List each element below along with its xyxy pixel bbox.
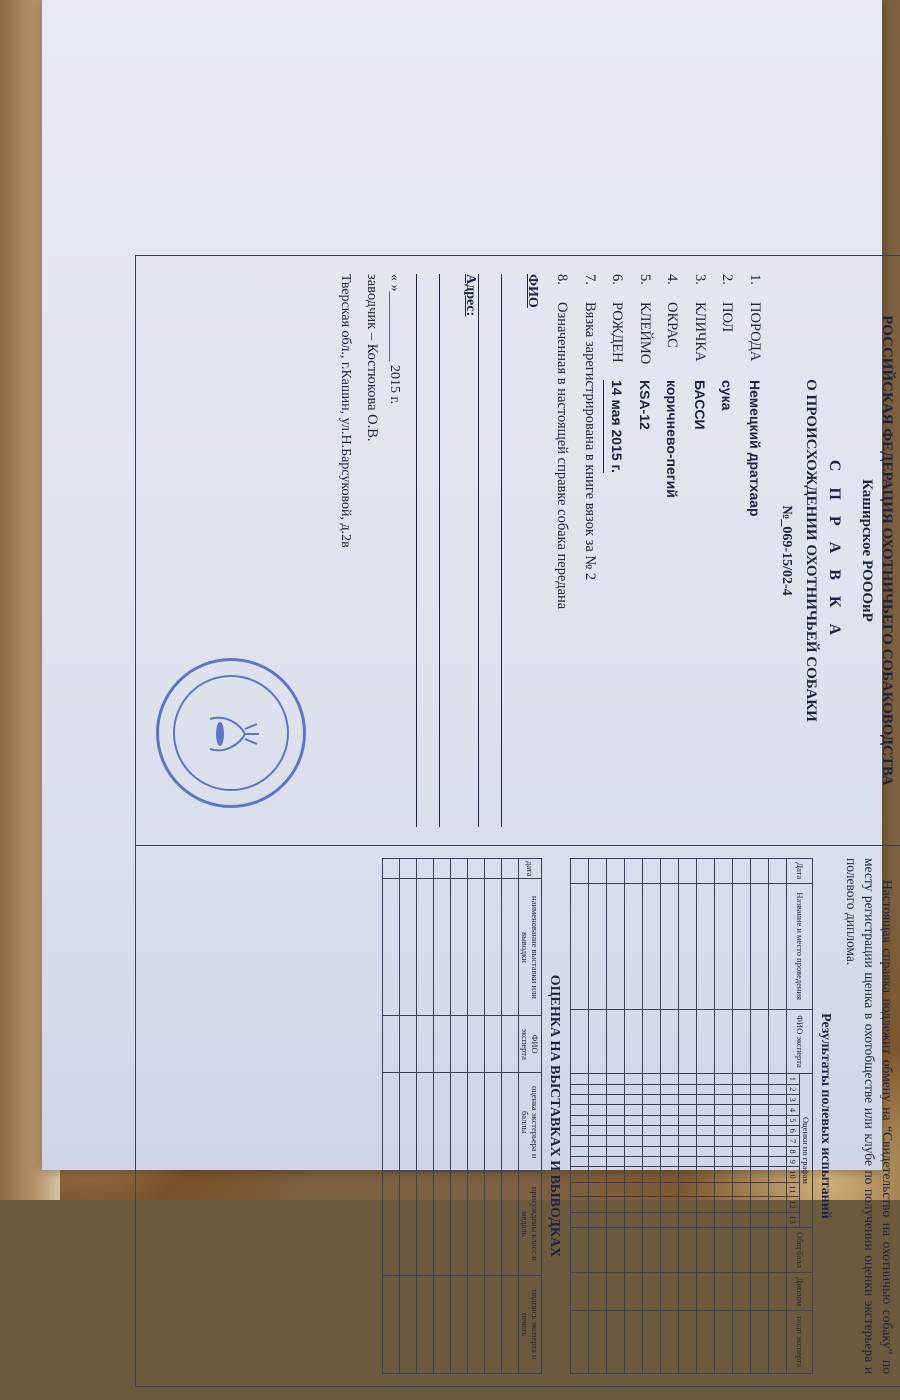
table-row (417, 859, 434, 1374)
org-line-1: РОССИЙСКАЯ ФЕДЕРАЦИЯ ОХОТНИЧЬЕГО СОБАКОВОДСТВА (879, 315, 895, 786)
field-value: KSA-12 (636, 380, 653, 430)
field-label: РОЖДЕН (609, 302, 626, 363)
grade-col: 7 (787, 1136, 800, 1146)
field-row (685, 274, 713, 827)
table-row (661, 859, 679, 1374)
field-row (603, 274, 631, 827)
show-col-award: присуждены класс и медаль (519, 1172, 542, 1276)
field-value: коричнево-пегий (664, 380, 681, 498)
note-num: 7. (581, 274, 598, 285)
table-row (769, 859, 787, 1374)
field-label: ПОЛ (719, 302, 736, 333)
table-row (589, 859, 607, 1374)
org-line-2: Каширское РОООиР (859, 479, 876, 622)
table-row (485, 859, 502, 1374)
field-label: ОКРАС (664, 302, 681, 348)
grade-col: 9 (787, 1157, 800, 1167)
show-col-signature: подпись эксперта и печать (519, 1276, 542, 1374)
show-col-date: дата (519, 859, 542, 879)
note-text: Вязка зарегистрирована в книге вязок за № 2 (581, 302, 598, 581)
table-row (697, 859, 715, 1374)
owner-address-line (416, 274, 439, 827)
stamp-emblem-icon (195, 699, 265, 769)
owner-address-label: Адрес: (462, 274, 478, 317)
field-num: 3. (691, 274, 708, 285)
field-value: БАССИ (691, 380, 708, 430)
document-subtitle: О ПРОИСХОЖДЕНИИ ОХОТНИЧЬЕЙ СОБАКИ (803, 379, 819, 722)
trials-table (570, 858, 813, 1374)
note-text: Означенная в настоящей справке собака передана (554, 302, 571, 610)
table-row (400, 859, 417, 1374)
owner-fio-line (478, 274, 501, 827)
col-signature: подп эксперта (787, 1311, 813, 1374)
table-row (571, 859, 589, 1374)
breeder-address: Тверская обл., г.Кашин, ул.Н.Барсуковой, д.2в (337, 274, 353, 548)
field-row (658, 274, 686, 827)
col-diploma: Диплом (787, 1273, 813, 1311)
shows-title: ОЦЕНКА НА ВЫСТАВКАХ И ВЫВОДКАХ (547, 974, 563, 1258)
field-label: ПОРОДА (747, 302, 763, 362)
col-total: Общ балл (787, 1227, 813, 1273)
certificate-paper (42, 0, 895, 1374)
note-num: 8. (554, 274, 571, 285)
field-num: 2. (719, 274, 736, 285)
grade-col: 2 (787, 1084, 800, 1094)
table-row (715, 859, 733, 1374)
stamp-seal (156, 658, 306, 808)
grade-col: 10 (787, 1167, 800, 1182)
col-grades: Оценки по графам (800, 1074, 813, 1227)
col-place: Название и место проведения (787, 883, 813, 1009)
issue-date: « »__________ 2015 г. (386, 274, 402, 405)
certificate-sheet (122, 240, 900, 1400)
owner-address-line (439, 274, 462, 827)
table-row (434, 859, 451, 1374)
table-row (451, 859, 468, 1374)
table-row (751, 859, 769, 1374)
field-num: 4. (664, 274, 681, 285)
certificate-frame (135, 255, 900, 1387)
shows-table (382, 858, 542, 1374)
table-row (607, 859, 625, 1374)
col-expert: ФИО эксперта (787, 1009, 813, 1073)
grade-col: 13 (787, 1212, 800, 1227)
document-title: С П Р А В К А (826, 459, 843, 642)
table-row (733, 859, 751, 1374)
show-col-grade: оценка экстерьера и баллы (519, 1072, 542, 1171)
show-col-expert: ФИО эксперта (519, 1016, 542, 1073)
field-row (630, 274, 658, 827)
grade-col: 8 (787, 1146, 800, 1156)
exchange-notice: Настоящая справка подлежит обмену на “Свидетельство на охотничью собаку” по месту регистрации щенка в охотобществе или клубе по получении оценки экстерьера и полевого диплома. (843, 858, 895, 1374)
note-row (548, 274, 576, 827)
field-value: Немецкий дратхаар (747, 380, 763, 517)
field-num: 5. (636, 274, 653, 285)
field-row (740, 274, 768, 827)
grade-col: 1 (787, 1074, 800, 1084)
field-num: 6. (609, 274, 626, 285)
table-row (502, 859, 519, 1374)
trials-panel (136, 846, 900, 1386)
field-label: КЛЕЙМО (636, 302, 653, 365)
breeder: заводчик – Костюкова О.В. (363, 274, 380, 442)
dog-fields (548, 274, 768, 827)
field-value: 14 мая 2015 г. (603, 380, 631, 473)
field-value: сука (719, 380, 736, 411)
grade-col: 3 (787, 1094, 800, 1104)
org-title (857, 274, 896, 827)
table-row (383, 859, 400, 1374)
grade-col: 4 (787, 1105, 800, 1115)
table-row (679, 859, 697, 1374)
field-row (713, 274, 741, 827)
table-row (625, 859, 643, 1374)
trials-title: Результаты полевых испытаний (818, 1013, 834, 1219)
grade-col: 12 (787, 1197, 800, 1212)
owner-fio-label: ФИО (524, 274, 540, 308)
document-number: №_069-15/02-4 (779, 505, 794, 596)
show-col-name: наименование выставки или выводки (519, 879, 542, 1016)
field-label: КЛИЧКА (691, 302, 708, 362)
table-row (643, 859, 661, 1374)
grade-col: 5 (787, 1115, 800, 1125)
note-row (575, 274, 603, 827)
owner-block (416, 274, 540, 827)
table-row (468, 859, 485, 1374)
owner-fio-line (501, 274, 524, 827)
col-date: Дата (787, 859, 813, 884)
grade-col: 6 (787, 1126, 800, 1136)
grade-col: 11 (787, 1182, 800, 1197)
field-num: 1. (747, 274, 763, 285)
